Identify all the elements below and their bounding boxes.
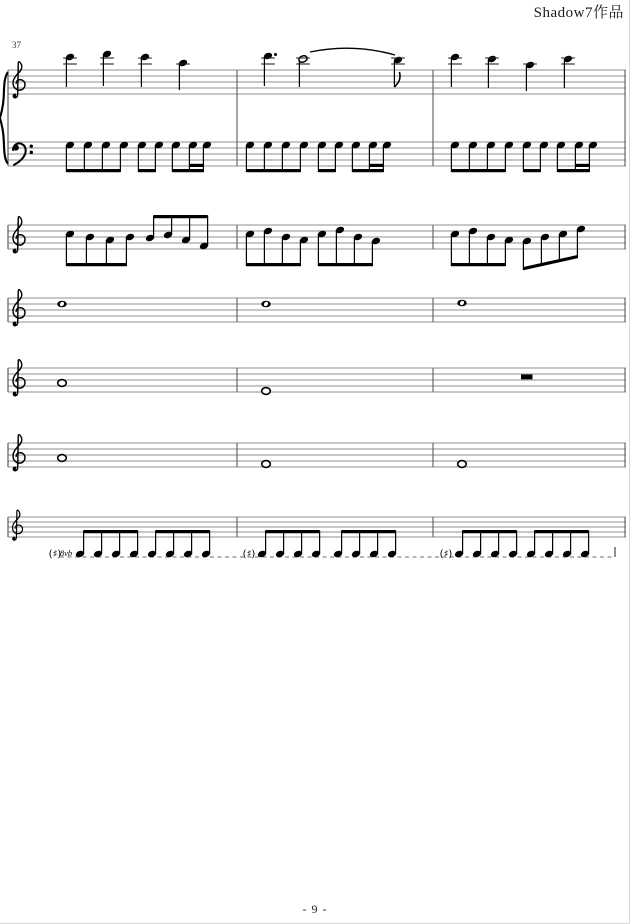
courtesy-accidental: [440, 549, 453, 560]
whole-note: [57, 301, 66, 308]
whole-note: [262, 461, 271, 468]
beamed-note-group: [450, 141, 514, 173]
courtesy-accidental: [243, 549, 256, 560]
treble-clef-icon: [13, 435, 25, 471]
staff-6: [8, 435, 626, 471]
whole-note: [457, 300, 466, 307]
quarter-note: [485, 55, 499, 88]
beamed-note-group: [65, 141, 129, 173]
whole-note: [458, 461, 467, 468]
beamed-note-group: [351, 141, 392, 173]
beamed-note-group: [137, 141, 164, 173]
page-number: - 9 -: [302, 902, 328, 916]
svg-text:(♯): (♯): [439, 549, 453, 560]
staff-7: [8, 510, 626, 560]
beamed-note-group: [257, 530, 321, 558]
staff-2: [8, 141, 626, 173]
measure-number: 37: [12, 40, 21, 50]
treble-clef-icon: [13, 62, 25, 98]
svg-text:(♯): (♯): [48, 549, 62, 560]
composer-credit: Shadow7作品: [533, 5, 624, 21]
treble-clef-icon: [12, 510, 22, 540]
whole-note: [261, 301, 270, 308]
whole-note: [58, 455, 67, 462]
beamed-note-group: [75, 530, 139, 558]
staff-3: [8, 215, 626, 270]
staff-4: [8, 290, 626, 326]
beamed-note-group: [245, 141, 309, 173]
quarter-note: [561, 55, 575, 88]
treble-clef-icon: [13, 217, 25, 253]
svg-text:8vb: 8vb: [59, 548, 73, 558]
tie: [310, 48, 395, 55]
barlines: [8, 70, 625, 166]
beamed-note-group: [522, 141, 549, 173]
beamed-note-group: [333, 530, 397, 558]
beamed-note-group: [526, 530, 590, 558]
ottava-bassa-mark: [60, 548, 72, 558]
quarter-note: [100, 50, 114, 86]
svg-text:(♯): (♯): [242, 549, 256, 560]
system-brace: [0, 73, 7, 163]
whole-rest: [521, 375, 533, 380]
staff-5: [8, 360, 626, 396]
quarter-note: [176, 59, 190, 90]
beamed-note-group: [245, 227, 309, 267]
whole-note: [262, 388, 271, 395]
beamed-note-group: [556, 141, 598, 173]
beamed-note-group: [317, 141, 344, 173]
beamed-note-group: [147, 530, 211, 558]
staff-1: [8, 48, 626, 98]
beamed-note-group: [171, 141, 212, 173]
beamed-note-group: [317, 226, 381, 267]
quarter-note: [261, 52, 277, 86]
beamed-note-group: [65, 230, 135, 267]
treble-clef-icon: [13, 290, 25, 326]
treble-clef-icon: [13, 360, 25, 396]
beamed-note-group: [454, 530, 518, 558]
beamed-note-group: [450, 227, 514, 267]
whole-note: [58, 380, 67, 387]
beamed-note-group: [145, 215, 209, 250]
